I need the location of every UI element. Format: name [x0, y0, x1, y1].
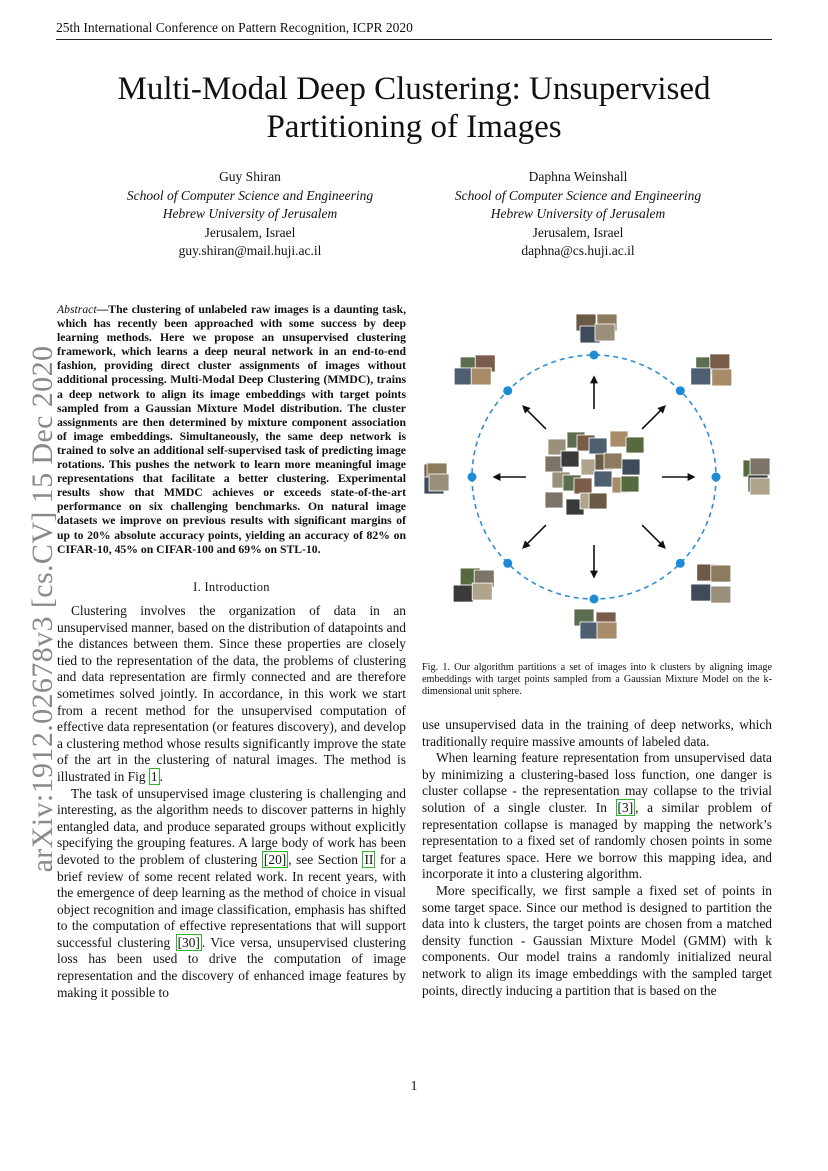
target-point	[590, 595, 599, 604]
title-line-1: Multi-Modal Deep Clustering: Unsupervised	[117, 71, 711, 107]
image-thumbnail	[621, 476, 639, 492]
mapping-arrow	[642, 525, 665, 548]
mapping-arrow	[523, 525, 546, 548]
image-thumbnail	[610, 431, 628, 447]
author-block-2	[418, 168, 738, 261]
intro-paragraph-1	[57, 603, 406, 786]
paragraph-text: , see Section	[288, 851, 358, 867]
image-thumbnail	[594, 471, 612, 487]
image-thumbnail	[712, 369, 732, 386]
image-thumbnail	[750, 458, 770, 475]
image-thumbnail	[429, 474, 449, 491]
section-ref-link[interactable]: II	[364, 851, 374, 867]
image-thumbnail	[691, 584, 711, 601]
image-thumbnail	[626, 437, 644, 453]
image-thumbnail	[604, 453, 622, 469]
intro-left-column	[57, 603, 406, 1001]
abstract-lead: Abstract	[57, 303, 97, 316]
figure-1	[422, 312, 772, 642]
intro-paragraph-4: More specifically, we first sample a fixed set of points in some target space. Since our method is designed to partition the data into k clusters, the target points are chosen from a matched density function - Gaussian Mixture Model (GMM) with k components. Our model trains a randomly initialized neural network to align its image embeddings with the sampled target points, directly inducing a partition that is based on the	[422, 882, 772, 998]
author-location: Jerusalem, Israel	[532, 224, 624, 240]
target-point	[468, 473, 477, 482]
paragraph-text: The task of unsupervised image clustering is challenging and interesting, as the algorithm needs to discover patterns in highly entangled data, and produce separated groups without explicitly specifying the grouping features. A large body of work has been devoted to the problem of clustering	[57, 785, 406, 867]
mapping-arrow	[642, 406, 665, 429]
cluster-diagram	[422, 312, 772, 642]
image-thumbnail	[711, 586, 731, 603]
intro-paragraph-3	[422, 750, 772, 883]
running-header: 25th International Conference on Pattern Recognition, ICPR 2020	[56, 20, 772, 40]
author-school: School of Computer Science and Engineering	[454, 187, 702, 203]
image-thumbnail	[595, 324, 615, 341]
target-point	[590, 351, 599, 360]
paragraph-text: . Vice versa, unsupervised clustering loss has been used to drive the computation of image representation and the discovery of enhanced image features by making it possible to	[57, 934, 406, 1000]
target-point	[712, 473, 721, 482]
image-thumbnail	[453, 585, 473, 602]
image-thumbnail	[472, 583, 492, 600]
target-point	[503, 386, 512, 395]
author-school: School of Computer Science and Engineering	[126, 187, 374, 203]
citation-link[interactable]: [3]	[617, 799, 634, 815]
author-name: Daphna Weinshall	[528, 169, 628, 184]
paragraph-text: , a similar problem of representation collapse is managed by mapping the network’s representation to a fixed set of randomly chosen points in some target features space. Here we borrow this mapping idea, and incorporate it into a clustering algorithm.	[422, 799, 772, 882]
image-thumbnail	[710, 354, 730, 371]
abstract-text: —The clustering of unlabeled raw images is a daunting task, which has recently been approached with some success by deep learning methods. Here we propose an unsupervised clustering framework, which learns a deep neural network in an end-to-end fashion, providing direct cluster assignments of images without additional processing. Multi-Modal Deep Clustering (MMDC), trains a deep network to align its image embeddings with target points sampled from a Gaussian Mixture Model distribution. The cluster assignments are then determined by mixture component association of image embeddings. Simultaneously, the same deep network is trained to solve an additional self-supervised task of predicting image rotations. This pushes the network to learn more meaningful image representations that facilitate a better clustering. Experimental results show that MMDC achieves or exceeds state-of-the-art performance on six challenging benchmarks. On natural image datasets we improve on previous results with significant margins of up to 20% absolute accuracy points, yielding an accuracy of 82% on CIFAR-10, 45% on CIFAR-100 and 69% on STL-10.	[57, 303, 406, 556]
abstract	[57, 303, 406, 557]
paragraph-text: When learning feature representation from unsupervised data by minimizing a clustering-based loss function, one danger is cluster collapse - the representation may collapse to the trivial solution of a single cluster. In	[422, 750, 772, 815]
author-university: Hebrew University of Jerusalem	[490, 206, 666, 221]
title-line-2: Partitioning of Images	[266, 109, 562, 145]
author-university: Hebrew University of Jerusalem	[162, 206, 338, 221]
section-heading: I. Introduction	[193, 580, 270, 594]
image-thumbnail	[471, 368, 491, 385]
image-thumbnail	[545, 492, 563, 508]
author-email[interactable]: daphna@cs.huji.ac.il	[521, 243, 635, 258]
image-thumbnail	[597, 622, 617, 639]
image-thumbnail	[589, 438, 607, 454]
citation-link[interactable]: [30]	[177, 934, 200, 950]
figure-caption: Fig. 1. Our algorithm partitions a set of images into k clusters by aligning image embeddings with target points sampled from a Gaussian Mixture Model on the k-dimensional unit sphere.	[422, 662, 772, 698]
intro-paragraph-2-continued: use unsupervised data in the training of deep networks, which traditionally require massive amounts of labeled data.	[422, 717, 772, 749]
author-location: Jerusalem, Israel	[204, 224, 296, 240]
image-thumbnail	[545, 456, 563, 472]
target-point	[676, 559, 685, 568]
paragraph-text: .	[159, 768, 163, 784]
image-thumbnail	[691, 368, 711, 385]
author-block-1	[90, 168, 410, 261]
arxiv-stamp: arXiv:1912.02678v3 [cs.CV] 15 Dec 2020	[26, 345, 59, 873]
image-thumbnail	[750, 478, 770, 495]
citation-link[interactable]: [20]	[263, 851, 287, 867]
image-thumbnail	[561, 451, 579, 467]
image-thumbnail	[589, 493, 607, 509]
target-point	[676, 386, 685, 395]
page-number: 1	[410, 1078, 418, 1093]
figure-ref-link[interactable]: 1	[150, 768, 158, 784]
paragraph-text: Clustering involves the organization of data in an unsupervised manner, based on the distribution of datapoints and the distances between them. Since these properties are closely tied to the representation of the data, the problems of clustering and data representation are firmly connected and are therefore sometimes solved jointly. In accordance, in this work we start from a recent method for the unsupervised computation of effective data representation (or features discovery), and develop a clustering method whose results significantly improve the state of the art in the clustering of natural images. The method is illustrated in Fig	[57, 603, 406, 784]
image-thumbnail	[622, 459, 640, 475]
image-thumbnail	[574, 478, 592, 494]
target-point	[503, 559, 512, 568]
author-name: Guy Shiran	[219, 169, 281, 184]
paragraph-text: for a brief review of some recent related work. In recent years, with the emergence of deep learning as the method of choice in visual object recognition and image classification, emphasis has shifted to the computation of effective representations that will support successful clustering	[57, 851, 406, 950]
author-email[interactable]: guy.shiran@mail.huji.ac.il	[178, 243, 322, 258]
intro-paragraph-2	[57, 786, 406, 1002]
mapping-arrow	[523, 406, 546, 429]
paper-title	[56, 70, 772, 146]
image-thumbnail	[711, 565, 731, 582]
intro-right-column	[422, 717, 772, 999]
